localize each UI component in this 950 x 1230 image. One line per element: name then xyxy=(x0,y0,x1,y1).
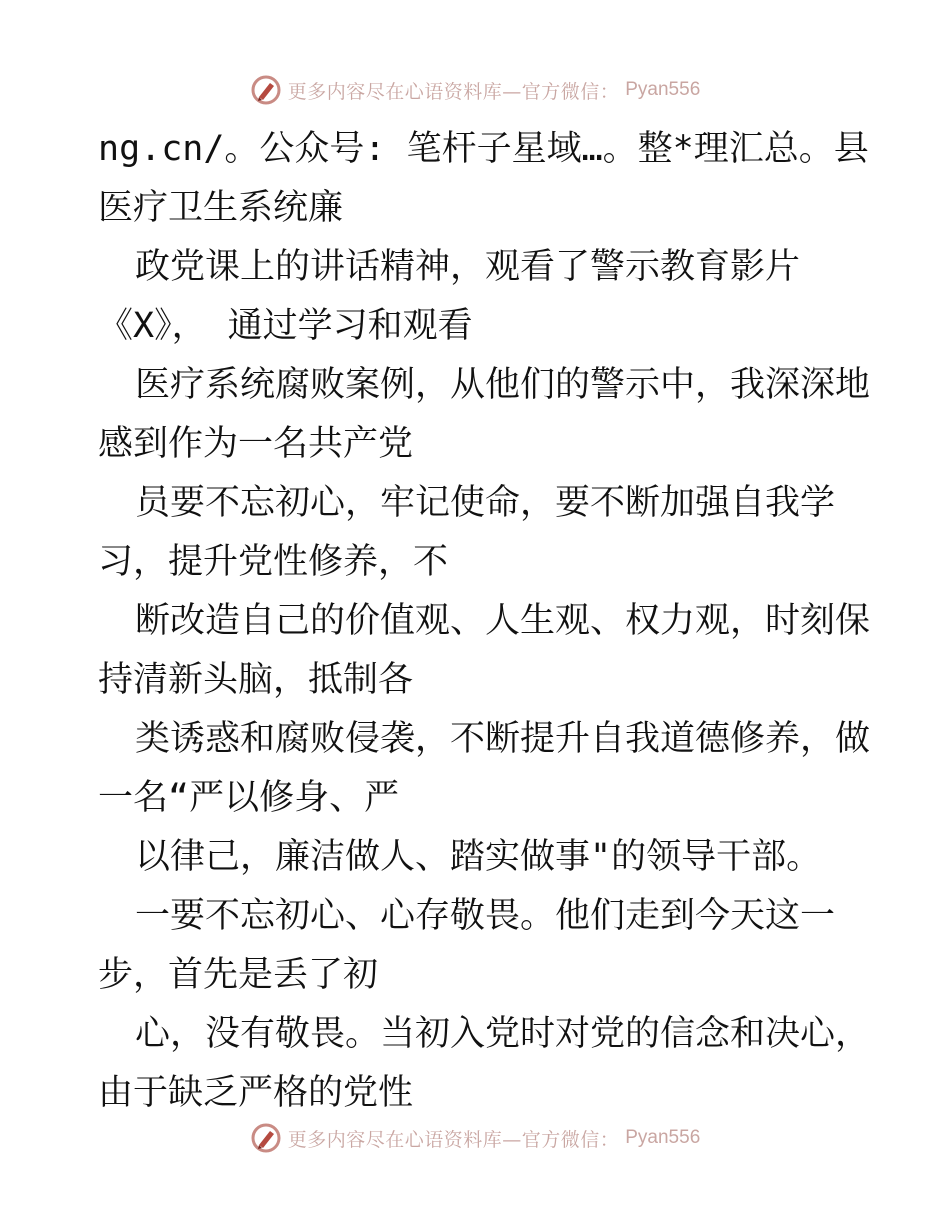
text-line-12: 一名“严以修身、严 xyxy=(98,778,400,818)
text-line-5: 医疗系统腐败案例，从他们的警示中，我深深地 xyxy=(135,365,871,405)
text-line-10: 持清新头脑，抵制各 xyxy=(98,660,414,700)
text-line-7: 员要不忘初心，牢记使命，要不断加强自我学 xyxy=(135,483,836,523)
text-line-6: 感到作为一名共产党 xyxy=(98,424,414,464)
watermark-text: 更多内容尽在心语资料库—官方微信： xyxy=(287,1128,620,1151)
watermark-wechat-id: Pyan556 xyxy=(625,1127,701,1148)
watermark-text: 更多内容尽在心语资料库—官方微信： xyxy=(287,80,620,103)
text-line-4: 《X》， 通过学习和观看 xyxy=(98,306,473,346)
text-line-17: 由于缺乏严格的党性 xyxy=(98,1073,414,1113)
text-line-14: 一要不忘初心、心存敬畏。他们走到今天这一 xyxy=(135,896,836,936)
body-text xyxy=(98,120,871,1123)
text-line-8: 习，提升党性修养，不 xyxy=(98,542,449,582)
pen-logo-icon xyxy=(250,74,282,106)
text-line-3: 政党课上的讲话精神，观看了警示教育影片 xyxy=(135,247,801,287)
text-line-2: 医疗卫生系统廉 xyxy=(98,188,344,228)
text-line-1: ng.cn/。公众号: 笔杆子星域…。整*理汇总。县 xyxy=(98,129,869,169)
text-line-11: 类诱惑和腐败侵袭，不断提升自我道德修养，做 xyxy=(135,719,871,759)
pen-logo-icon xyxy=(250,1122,282,1154)
header-watermark xyxy=(0,70,950,110)
text-line-15: 步，首先是丢了初 xyxy=(98,955,379,995)
text-line-13: 以律己，廉洁做人、踏实做事"的领导干部。 xyxy=(135,837,822,877)
watermark-wechat-id: Pyan556 xyxy=(625,79,701,100)
footer-watermark xyxy=(0,1118,950,1158)
text-line-16: 心，没有敬畏。当初入党时对党的信念和决心， xyxy=(135,1014,871,1054)
text-line-9: 断改造自己的价值观、人生观、权力观，时刻保 xyxy=(135,601,871,641)
